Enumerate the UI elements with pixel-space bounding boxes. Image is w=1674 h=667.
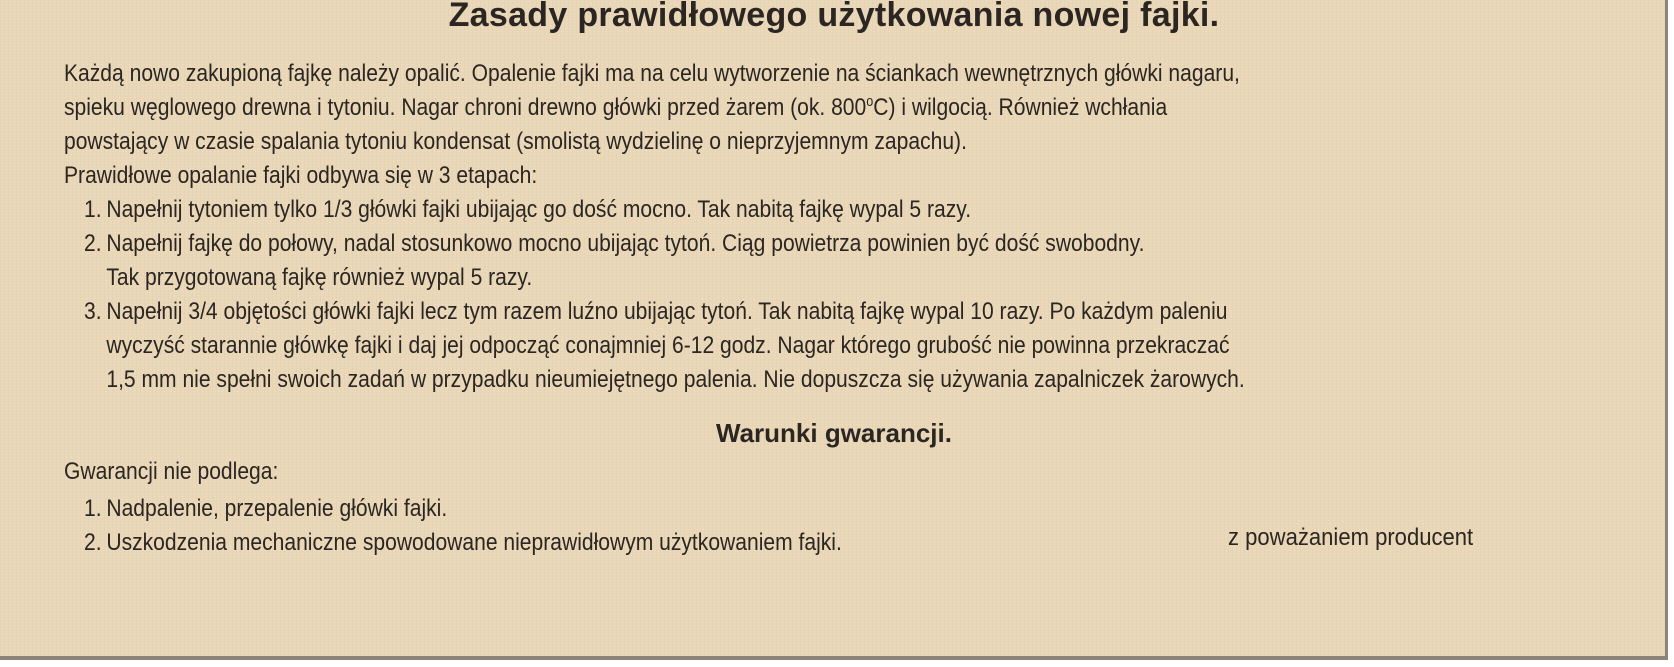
intro-line-2b: C) i wilgocią. Również wchłania (873, 94, 1168, 121)
seasoning-steps-list (84, 193, 1245, 397)
warranty-exclusions-list (84, 492, 842, 560)
warranty-item-number: 2. (84, 529, 102, 556)
warranty-item-1 (84, 492, 842, 526)
step-number: 3. (84, 298, 102, 325)
producer-signoff: z poważaniem producent (1228, 524, 1474, 551)
document-title: Zasady prawidłowego użytkowania nowej fajki. (448, 0, 1220, 34)
step-text-continued: 1,5 mm nie spełni swoich zadań w przypadku nieumiejętnego palenia. Nie dopuszcza się używania zapalniczek żarowych. (106, 366, 1245, 393)
step-item-1 (84, 193, 1245, 227)
step-number: 1. (84, 196, 102, 223)
intro-line-2 (64, 91, 1240, 125)
warranty-item-number: 1. (84, 495, 102, 522)
degree-sign: o (866, 93, 874, 110)
step-text: Napełnij tytoniem tylko 1/3 główki fajki ubijając go dość mocno. Tak nabitą fajkę wypal 5 razy. (106, 196, 972, 223)
step-item-2 (84, 227, 1245, 295)
intro-line-2a: spieku węglowego drewna i tytoniu. Nagar chroni drewno główki przed żarem (ok. 800 (64, 94, 867, 121)
step-number: 2. (84, 230, 102, 257)
intro-line-3: powstający w czasie spalania tytoniu kondensat (smolistą wydzielinę o nieprzyjemnym zapachu). (64, 128, 967, 155)
warranty-item-text: Uszkodzenia mechaniczne spowodowane nieprawidłowym użytkowaniem fajki. (106, 529, 842, 556)
warranty-item-2 (84, 526, 842, 560)
step-text-continued: wyczyść starannie główkę fajki i daj jej odpocząć conajmniej 6-12 godz. Nagar którego grubość nie powinna przekraczać (106, 332, 1230, 359)
intro-line-1: Każdą nowo zakupioną fajkę należy opalić. Opalenie fajki ma na celu wytworzenie na ściankach wewnętrznych główki nagaru, (64, 60, 1240, 87)
step-text: Napełnij fajkę do połowy, nadal stosunkowo mocno ubijając tytoń. Ciąg powietrza powinien być dość swobodny. (106, 230, 1145, 257)
warranty-item-text: Nadpalenie, przepalenie główki fajki. (106, 495, 448, 522)
step-text: Napełnij 3/4 objętości główki fajki lecz tym razem luźno ubijając tytoń. Tak nabitą fajkę wypal 10 razy. Po każdym paleniu (106, 298, 1228, 325)
warranty-heading: Warunki gwarancji. (716, 418, 952, 448)
intro-line-4: Prawidłowe opalanie fajki odbywa się w 3 etapach: (64, 162, 538, 189)
step-item-3 (84, 295, 1245, 397)
warranty-intro: Gwarancji nie podlega: (64, 458, 279, 485)
intro-paragraph (64, 57, 1240, 193)
step-text-continued: Tak przygotowaną fajkę również wypal 5 razy. (106, 264, 533, 291)
